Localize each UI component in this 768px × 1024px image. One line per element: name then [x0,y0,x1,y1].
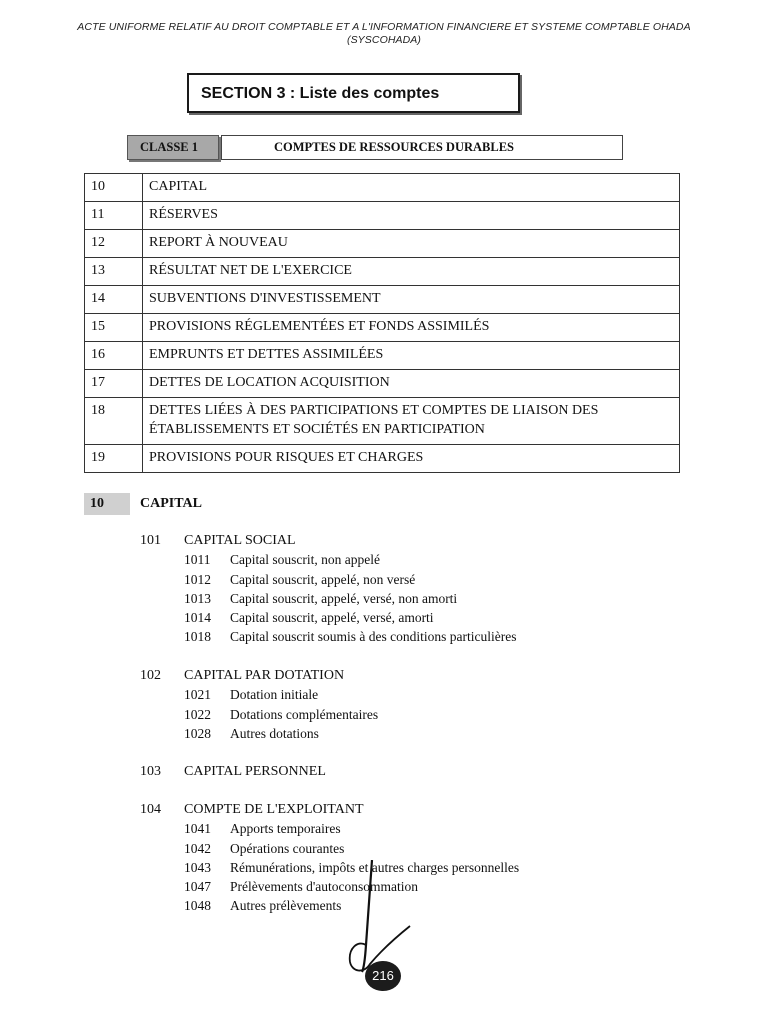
list-item [140,589,700,608]
account-code: 1021 [184,687,211,703]
row-label: EMPRUNTS ET DETTES ASSIMILÉES [143,342,680,370]
group-title: COMPTE DE L'EXPLOITANT [184,802,364,817]
account-label: Apports temporaires [230,821,341,837]
row-number: 16 [85,342,143,370]
group-code: 103 [140,764,161,779]
account-code: 1043 [184,859,211,875]
list-item [140,839,700,858]
group-title: CAPITAL PERSONNEL [184,764,326,779]
section-title: SECTION 3 : Liste des comptes [201,85,440,102]
row-label-line-2: ÉTABLISSEMENTS ET SOCIÉTÉS EN PARTICIPATION [149,422,485,437]
header-line-1: ACTE UNIFORME RELATIF AU DROIT COMPTABLE ET A L'INFORMATION FINANCIERE ET SYSTEME COMPTABLE OHADA [77,21,691,33]
list-item [140,608,700,627]
group-heading [140,800,700,819]
account-code: 1012 [184,571,211,587]
list-item [140,550,700,569]
row-number: 12 [85,230,143,258]
account-code: 1047 [184,879,211,895]
account-code: 1018 [184,629,211,645]
row-number: 15 [85,314,143,342]
account-label: Autres prélèvements [230,898,342,914]
account-code: 1028 [184,725,211,741]
row-number: 10 [85,174,143,202]
list-item [140,819,700,838]
list-item [140,570,700,589]
row-label: PROVISIONS RÉGLEMENTÉES ET FONDS ASSIMILÉS [143,314,680,342]
account-label: Autres dotations [230,725,319,741]
row-label: SUBVENTIONS D'INVESTISSEMENT [143,286,680,314]
account-label: Opérations courantes [230,840,345,856]
subsection-number: 10 [84,493,130,515]
row-label: DETTES DE LOCATION ACQUISITION [143,370,680,398]
row-number: 19 [85,445,143,473]
list-item [140,724,700,743]
group-heading [140,531,700,550]
row-number: 13 [85,258,143,286]
account-label: Capital souscrit, non appelé [230,552,380,568]
account-group-103 [140,762,700,781]
account-code: 1011 [184,552,211,568]
account-label: Capital souscrit soumis à des conditions particulières [230,629,517,645]
header-line-2: (SYSCOHADA) [346,34,422,46]
subsection-title: CAPITAL [140,496,202,511]
list-item [140,858,700,877]
list-item [140,627,700,646]
account-code: 1042 [184,840,211,856]
list-item [140,896,700,915]
account-code: 1014 [184,610,211,626]
list-item [140,877,700,896]
account-group-102 [140,666,700,743]
row-label: CAPITAL [143,174,680,202]
group-code: 101 [140,533,161,548]
row-label-line-1: DETTES LIÉES À DES PARTICIPATIONS ET COMPTES DE LIAISON DES [149,403,599,418]
account-code: 1013 [184,590,211,606]
list-item [140,685,700,704]
account-code: 1048 [184,898,211,914]
classe-tag: CLASSE 1 [127,135,219,160]
row-number: 11 [85,202,143,230]
account-label: Dotations complémentaires [230,706,379,722]
account-code: 1022 [184,706,211,722]
account-label: Capital souscrit, appelé, versé, amorti [230,610,434,626]
row-label: RÉSULTAT NET DE L'EXERCICE [143,258,680,286]
account-group-101 [140,531,700,647]
classe-title: COMPTES DE RESSOURCES DURABLES [221,135,623,160]
page-number-badge: 216 [365,961,401,991]
account-label: Prélèvements d'autoconsommation [230,879,419,895]
row-label: PROVISIONS POUR RISQUES ET CHARGES [143,445,680,473]
account-code: 1041 [184,821,211,837]
row-label: REPORT À NOUVEAU [143,230,680,258]
group-heading [140,666,700,685]
group-heading [140,762,700,781]
list-item [140,705,700,724]
row-number: 18 [85,398,143,445]
account-label: Rémunérations, impôts et autres charges personnelles [230,859,520,875]
group-title: CAPITAL PAR DOTATION [184,668,345,683]
group-title: CAPITAL SOCIAL [184,533,296,548]
row-label: RÉSERVES [143,202,680,230]
row-number: 14 [85,286,143,314]
group-code: 104 [140,802,161,817]
row-number: 17 [85,370,143,398]
account-label: Capital souscrit, appelé, non versé [230,571,416,587]
group-code: 102 [140,668,161,683]
account-group-104 [140,800,700,916]
account-label: Dotation initiale [230,687,319,703]
account-label: Capital souscrit, appelé, versé, non amorti [230,590,458,606]
